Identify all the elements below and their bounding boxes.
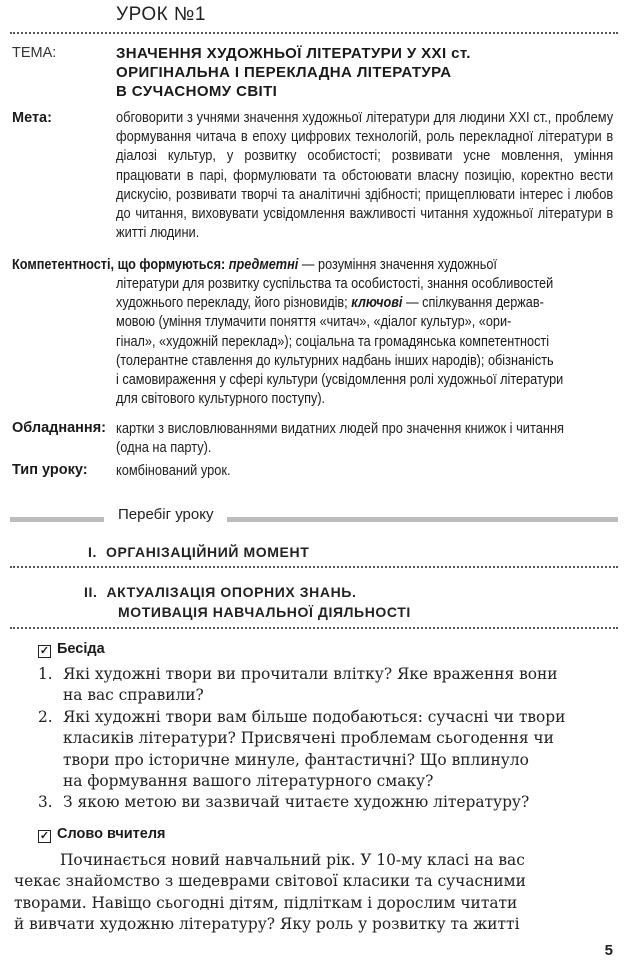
topic-title xyxy=(116,44,471,101)
course-divider xyxy=(10,517,618,522)
title-divider xyxy=(10,32,618,34)
teacher-heading: ✓ Слово вчителя xyxy=(39,826,166,842)
lesson-type-text: комбінований урок. xyxy=(116,463,231,479)
section-1-divider xyxy=(10,566,618,568)
lesson-title: УРОК №1 xyxy=(116,4,206,25)
checkbox-icon: ✓ xyxy=(39,645,50,657)
list-item: 2. Які художні твори вам більше подобаються: сучасні чи твори класиків літератури? Присвячені проблемам сьогодення чи твори про історичне минуле, фантастичні? Що вплинуло на формування вашого літературного смаку? xyxy=(38,707,566,791)
competencies-text xyxy=(116,275,603,409)
competencies-line: художнього перекладу, його різновидів; ключові — спілкування держав- xyxy=(116,295,544,312)
course-label: Перебіг уроку xyxy=(104,506,227,523)
competencies-line: і самовираження у сфері культури (усвідомлення ролі художньої літератури xyxy=(116,372,564,389)
topic-line: ЗНАЧЕННЯ ХУДОЖНЬОЇ ЛІТЕРАТУРИ У XXI ст. xyxy=(116,45,471,62)
section-1-heading: I. ОРГАНІЗАЦІЙНИЙ МОМЕНТ xyxy=(88,544,310,560)
topic-line: В СУЧАСНОМУ СВІТІ xyxy=(116,83,278,100)
subject-competencies-text: — розуміння значення художньої xyxy=(298,257,497,273)
section-2-heading: II. АКТУАЛІЗАЦІЯ ОПОРНИХ ЗНАНЬ. МОТИВАЦІЯ НАВЧАЛЬНОЇ ДІЯЛЬНОСТІ xyxy=(84,584,411,620)
page-number: 5 xyxy=(604,942,613,959)
list-item: 1. Які художні твори ви прочитали влітку? Яке враження вони на вас справили? xyxy=(38,665,558,705)
list-item: 3. З якою метою ви зазвичай читаєте художню літературу? xyxy=(38,793,530,812)
subject-competencies-label: предметні xyxy=(228,257,299,273)
checkbox-icon: ✓ xyxy=(39,830,50,842)
goal-text: обговорити з учнями значення художньої літератури для людини XXI ст., проблему формування читача в епоху цифрових технологій, роль перекладної літератури в діалозі культур, у розвитку особистості; розвивати усне мовлення, уміння працювати в парі, формулювати та обстоювати власну позицію, коректно вести дискусію, розвивати творчі та аналітичні здібності; прищеплювати інтерес і любов до читання, виховувати усвідомлення важливості читання художньої літератури в житті людини. xyxy=(116,110,614,242)
competencies-line: для світового культурного поступу). xyxy=(116,391,326,408)
competencies-line: літератури для розвитку суспільства та особистості, знання особливостей xyxy=(116,276,554,292)
competencies-line: гінал», «художній переклад»); соціальна та громадянська компетентності xyxy=(116,333,550,350)
equipment-label: Обладнання: xyxy=(12,420,106,436)
competencies-line: мовою (уміння тлумачити поняття «читач», «діалог культур», «ори- xyxy=(116,314,512,331)
key-competencies-label: ключові xyxy=(351,295,403,312)
competencies-line: (толерантне ставлення до культурних надбань інших народів); обізнаність xyxy=(116,352,554,369)
conversation-heading: ✓ Бесіда xyxy=(39,641,105,657)
lesson-type-label: Тип уроку: xyxy=(12,462,88,478)
topic-line: ОРИГІНАЛЬНА І ПЕРЕКЛАДНА ЛІТЕРАТУРА xyxy=(116,64,452,81)
competencies-first-line xyxy=(12,256,612,275)
topic-label: ТЕМА: xyxy=(12,45,57,61)
equipment-text: картки з висловлюваннями видатних людей про значення книжок і читання (одна на парту). xyxy=(116,421,564,457)
competencies-label: Компетентності, що формуються: xyxy=(12,257,226,273)
question-list xyxy=(38,664,608,814)
teacher-paragraph: Починається новий навчальний рік. У 10-му класі на вас чекає знайомство з шедеврами світової класики та сучасними творами. Навіщо сьогодні дітям, підліткам і дорослим читати й вивчати художню літературу? Яку роль у розвитку та житті xyxy=(14,851,526,934)
section-2-divider xyxy=(10,627,618,629)
goal-label: Мета: xyxy=(12,110,52,126)
